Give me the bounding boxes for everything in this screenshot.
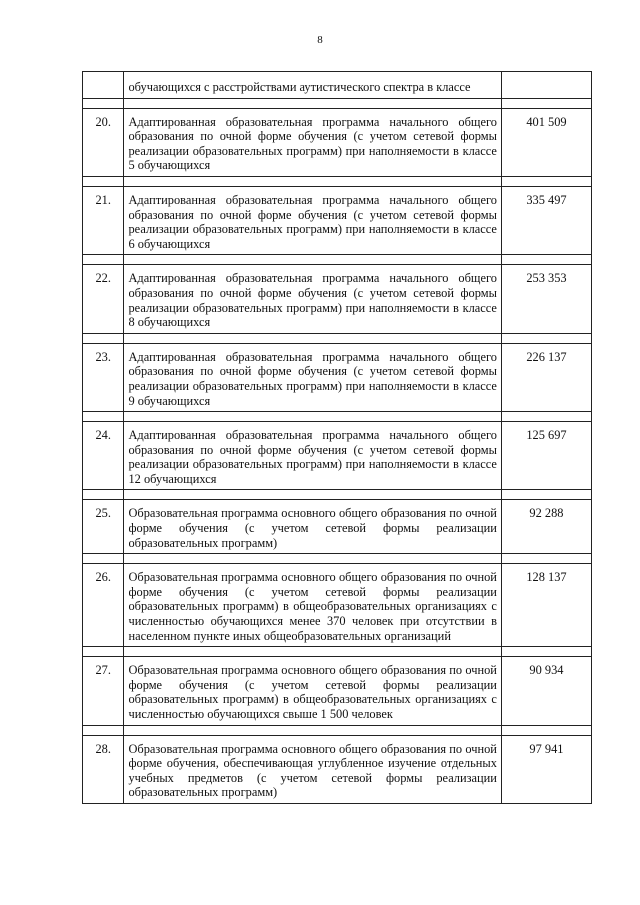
tariff-table	[82, 71, 592, 804]
row-number: 24.	[83, 422, 124, 490]
row-description: Адаптированная образовательная программа начального общего образования по очной форме обучения (с учетом сетевой формы реализации образовательных программ) при наполняемости в классе 6 обучающихся	[124, 186, 501, 254]
table-row	[83, 500, 592, 554]
table-spacer	[83, 176, 592, 186]
row-value: 335 497	[501, 186, 591, 254]
table-spacer	[83, 554, 592, 564]
row-description: Образовательная программа основного общего образования по очной форме обучения (с учетом сетевой формы реализации образовательных программ)	[124, 500, 501, 554]
row-description: Адаптированная образовательная программа начального общего образования по очной форме обучения (с учетом сетевой формы реализации образовательных программ) при наполняемости в классе 12 обучающихся	[124, 422, 501, 490]
table-spacer	[83, 98, 592, 108]
row-value: 92 288	[501, 500, 591, 554]
row-number: 28.	[83, 735, 124, 803]
row-number: 22.	[83, 265, 124, 333]
row-description: Образовательная программа основного общего образования по очной форме обучения (с учетом сетевой формы реализации образовательных программ) в общеобразовательных организациях с численностью обучающихся менее 370 человек при отсутствии в населенном пункте иных общеобразовательных организаций	[124, 564, 501, 647]
table-spacer	[83, 255, 592, 265]
row-value: 226 137	[501, 343, 591, 411]
row-value: 125 697	[501, 422, 591, 490]
row-value: 97 941	[501, 735, 591, 803]
table-row	[83, 735, 592, 803]
row-value: 253 353	[501, 265, 591, 333]
page-number: 8	[317, 34, 323, 46]
table-spacer	[83, 725, 592, 735]
row-number-cell	[83, 72, 124, 99]
table-spacer	[83, 647, 592, 657]
row-number: 21.	[83, 186, 124, 254]
row-description: Адаптированная образовательная программа начального общего образования по очной форме обучения (с учетом сетевой формы реализации образовательных программ) при наполняемости в классе 9 обучающихся	[124, 343, 501, 411]
table-spacer	[83, 412, 592, 422]
row-value: 90 934	[501, 657, 591, 725]
row-value	[501, 72, 591, 99]
row-description: Образовательная программа основного общего образования по очной форме обучения, обеспечивающая углубленное изучение отдельных учебных предметов (с учетом сетевой формы реализации образовательных программ)	[124, 735, 501, 803]
row-number: 26.	[83, 564, 124, 647]
row-description: Адаптированная образовательная программа начального общего образования по очной форме обучения (с учетом сетевой формы реализации образовательных программ) при наполняемости в классе 5 обучающихся	[124, 108, 501, 176]
table-row	[83, 343, 592, 411]
table-spacer	[83, 490, 592, 500]
table-row	[83, 564, 592, 647]
row-number: 27.	[83, 657, 124, 725]
row-number: 23.	[83, 343, 124, 411]
table-row	[83, 186, 592, 254]
row-value: 401 509	[501, 108, 591, 176]
table-row-continuation	[83, 72, 592, 99]
table-row	[83, 265, 592, 333]
row-number: 20.	[83, 108, 124, 176]
table-spacer	[83, 333, 592, 343]
table-row	[83, 657, 592, 725]
row-value: 128 137	[501, 564, 591, 647]
row-description: обучающихся с расстройствами аутистического спектра в классе	[124, 72, 501, 99]
row-description: Образовательная программа основного общего образования по очной форме обучения (с учетом сетевой формы реализации образовательных программ) в общеобразовательных организациях с численностью обучающихся свыше 1 500 человек	[124, 657, 501, 725]
table-row	[83, 108, 592, 176]
row-number: 25.	[83, 500, 124, 554]
table-row	[83, 422, 592, 490]
row-description: Адаптированная образовательная программа начального общего образования по очной форме обучения (с учетом сетевой формы реализации образовательных программ) при наполняемости в классе 8 обучающихся	[124, 265, 501, 333]
